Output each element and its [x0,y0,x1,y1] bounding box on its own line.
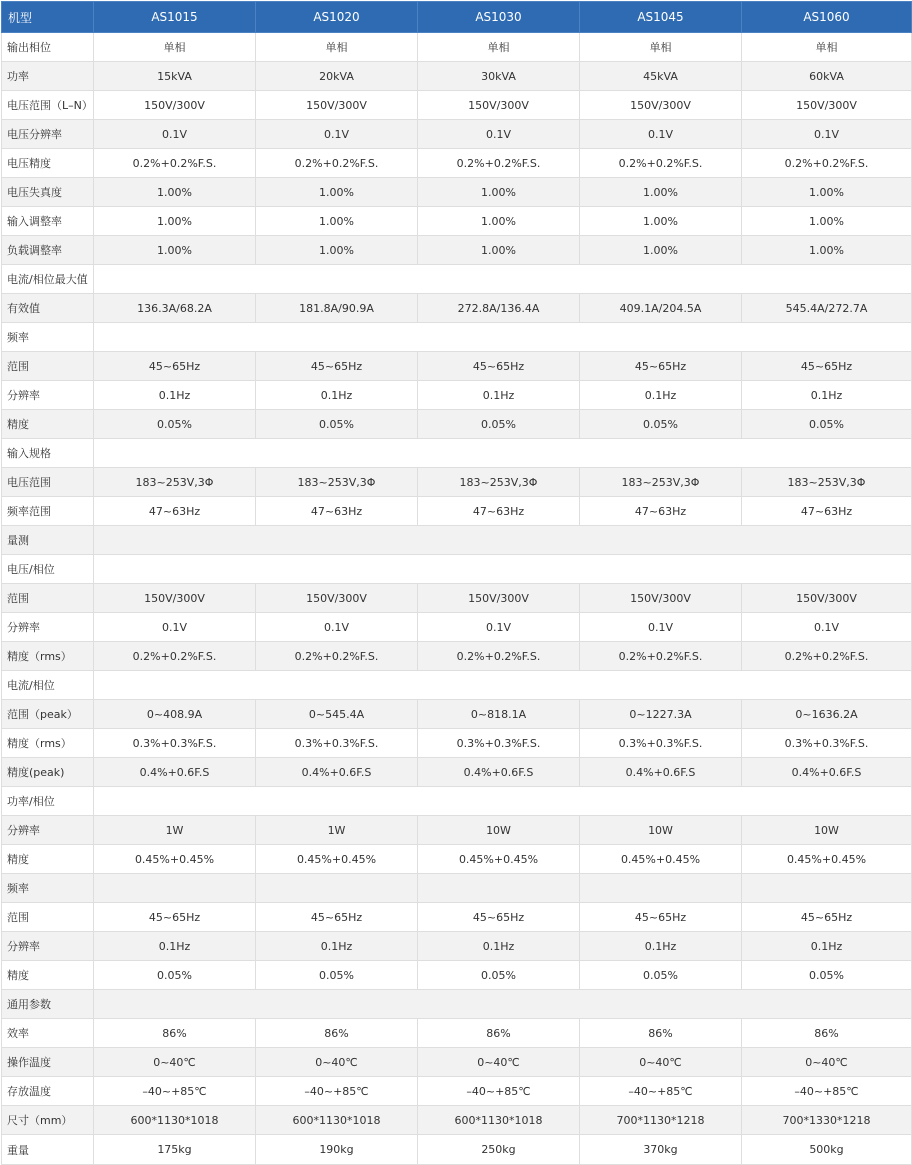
value-cell: 183~253V,3Φ [256,468,418,497]
row-label: 输入规格 [2,439,94,468]
value-cell: 45~65Hz [580,352,742,381]
row-label: 电压/相位 [2,555,94,584]
section-spacer-cell [94,323,912,352]
value-cell: 15kVA [94,62,256,91]
value-cell: 45kVA [580,62,742,91]
value-cell: 45~65Hz [94,903,256,932]
row-label: 量测 [2,526,94,555]
value-cell: 0~40℃ [418,1048,580,1077]
table-row [2,816,912,845]
table-row [2,178,912,207]
row-label: 重量 [2,1135,94,1165]
value-cell: 47~63Hz [742,497,912,526]
value-cell: 190kg [256,1135,418,1165]
value-cell: 150V/300V [742,584,912,613]
value-cell: 1.00% [418,207,580,236]
section-spacer-cell [94,671,912,700]
table-row [2,642,912,671]
spec-table [1,1,912,1165]
section-spacer-cell [94,265,912,294]
value-cell: 0.1Hz [256,381,418,410]
row-label: 频率范围 [2,497,94,526]
section-row [2,671,912,700]
value-cell: 30kVA [418,62,580,91]
row-label: 操作温度 [2,1048,94,1077]
table-row [2,584,912,613]
value-cell: 60kVA [742,62,912,91]
table-row [2,294,912,323]
value-cell: 10W [418,816,580,845]
value-cell: 0.1Hz [418,932,580,961]
row-label: 输入调整率 [2,207,94,236]
value-cell: 0.3%+0.3%F.S. [94,729,256,758]
value-cell: 47~63Hz [580,497,742,526]
value-cell: 1.00% [580,236,742,265]
value-cell: 150V/300V [94,91,256,120]
row-label: 精度(peak) [2,758,94,787]
value-cell: 1.00% [94,178,256,207]
value-cell: 1.00% [256,178,418,207]
value-cell: 1.00% [742,207,912,236]
value-cell: 1.00% [580,178,742,207]
table-row [2,1135,912,1165]
value-cell: 0.2%+0.2%F.S. [418,642,580,671]
value-cell: 600*1130*1018 [256,1106,418,1135]
header-model-as1045: AS1045 [580,2,742,33]
table-row [2,729,912,758]
row-label: 范围（peak） [2,700,94,729]
table-row [2,961,912,990]
value-cell: 47~63Hz [256,497,418,526]
value-cell: 0.05% [256,961,418,990]
value-cell: 0.2%+0.2%F.S. [418,149,580,178]
value-cell: 183~253V,3Φ [580,468,742,497]
value-cell: 0.3%+0.3%F.S. [580,729,742,758]
value-cell: 单相 [742,33,912,62]
section-spacer-cell [94,555,912,584]
value-cell: 86% [580,1019,742,1048]
value-cell: 181.8A/90.9A [256,294,418,323]
row-label: 电压精度 [2,149,94,178]
value-cell: 0.1V [580,120,742,149]
value-cell: 0~408.9A [94,700,256,729]
value-cell: 0.1Hz [580,932,742,961]
table-row [2,120,912,149]
row-label: 频率 [2,874,94,903]
value-cell: 0.1Hz [256,932,418,961]
value-cell: 150V/300V [418,91,580,120]
table-row [2,758,912,787]
row-label: 精度 [2,845,94,874]
section-row [2,265,912,294]
value-cell: 0~40℃ [580,1048,742,1077]
value-cell: 0~545.4A [256,700,418,729]
value-cell: 45~65Hz [256,903,418,932]
value-cell: 1.00% [742,236,912,265]
table-row [2,352,912,381]
header-model-as1020: AS1020 [256,2,418,33]
value-cell: 0.05% [256,410,418,439]
value-cell: 1.00% [256,236,418,265]
row-label: 效率 [2,1019,94,1048]
table-row [2,932,912,961]
value-cell: 0.2%+0.2%F.S. [94,149,256,178]
row-label: 精度 [2,410,94,439]
row-label: 电流/相位最大值 [2,265,94,294]
table-row [2,91,912,120]
table-row [2,207,912,236]
section-row [2,323,912,352]
value-cell: 86% [256,1019,418,1048]
value-cell: 150V/300V [580,91,742,120]
value-cell: 0.1V [580,613,742,642]
value-cell: 250kg [418,1135,580,1165]
row-label: 精度（rms） [2,642,94,671]
value-cell: 47~63Hz [94,497,256,526]
value-cell: 0.1V [418,613,580,642]
value-cell: 0.1V [742,613,912,642]
value-cell: 1W [256,816,418,845]
value-cell: 700*1130*1218 [580,1106,742,1135]
value-cell: 45~65Hz [580,903,742,932]
value-cell: 10W [580,816,742,845]
value-cell: 0.1Hz [418,381,580,410]
value-cell: 0.3%+0.3%F.S. [418,729,580,758]
row-label: 电压范围（L–N） [2,91,94,120]
value-cell: 0.4%+0.6F.S [580,758,742,787]
value-cell: 0.3%+0.3%F.S. [256,729,418,758]
value-cell: 0.05% [580,410,742,439]
table-row [2,845,912,874]
row-label: 分辨率 [2,381,94,410]
value-cell: 1W [94,816,256,845]
value-cell: 0.2%+0.2%F.S. [742,642,912,671]
value-cell: 0.2%+0.2%F.S. [256,642,418,671]
table-row [2,236,912,265]
section-spacer-cell [94,526,912,555]
value-cell: 86% [418,1019,580,1048]
value-cell: 175kg [94,1135,256,1165]
value-cell: 0.4%+0.6F.S [94,758,256,787]
value-cell: 1.00% [742,178,912,207]
header-model-as1015: AS1015 [94,2,256,33]
row-label: 范围 [2,903,94,932]
header-model-as1060: AS1060 [742,2,912,33]
value-cell: 136.3A/68.2A [94,294,256,323]
section-row [2,990,912,1019]
value-cell: 545.4A/272.7A [742,294,912,323]
value-cell: 0.3%+0.3%F.S. [742,729,912,758]
value-cell: –40~+85℃ [256,1077,418,1106]
row-label: 精度 [2,961,94,990]
value-cell: 183~253V,3Φ [418,468,580,497]
value-cell: 0.05% [94,961,256,990]
value-cell: 0.1Hz [94,381,256,410]
value-cell: 20kVA [256,62,418,91]
table-row [2,33,912,62]
value-cell: 单相 [418,33,580,62]
table-row [2,1106,912,1135]
row-label: 分辨率 [2,932,94,961]
value-cell: 45~65Hz [742,352,912,381]
row-label: 电流/相位 [2,671,94,700]
table-row [2,468,912,497]
value-cell: 0.2%+0.2%F.S. [580,642,742,671]
value-cell: 0.1V [256,120,418,149]
value-cell: 150V/300V [256,91,418,120]
section-row [2,439,912,468]
section-row [2,787,912,816]
value-cell: 0.05% [580,961,742,990]
value-cell: 600*1130*1018 [94,1106,256,1135]
value-cell: 1.00% [580,207,742,236]
value-cell: 1.00% [94,207,256,236]
row-label: 范围 [2,352,94,381]
value-cell: 45~65Hz [742,903,912,932]
value-cell: 0~1636.2A [742,700,912,729]
value-cell: 0.4%+0.6F.S [418,758,580,787]
table-row [2,381,912,410]
table-row [2,874,912,903]
value-cell: 1.00% [256,207,418,236]
row-label: 电压范围 [2,468,94,497]
value-cell: 0.1Hz [580,381,742,410]
value-cell: 0.2%+0.2%F.S. [580,149,742,178]
value-cell: 0.45%+0.45% [256,845,418,874]
table-row [2,903,912,932]
value-cell: 0.05% [418,410,580,439]
value-cell: 0.2%+0.2%F.S. [256,149,418,178]
header-model-label: 机型 [2,2,94,33]
value-cell: 0~40℃ [742,1048,912,1077]
value-cell: 0.1Hz [94,932,256,961]
row-label: 通用参数 [2,990,94,1019]
value-cell: 1.00% [418,178,580,207]
section-spacer-cell [94,787,912,816]
table-row [2,1077,912,1106]
value-cell: 0~1227.3A [580,700,742,729]
value-cell: 0.2%+0.2%F.S. [742,149,912,178]
table-header [2,2,912,33]
header-model-as1030: AS1030 [418,2,580,33]
value-cell: 45~65Hz [418,903,580,932]
section-spacer-cell [94,439,912,468]
value-cell: 0~818.1A [418,700,580,729]
value-cell [580,874,742,903]
value-cell: 1.00% [94,236,256,265]
value-cell: 183~253V,3Φ [94,468,256,497]
row-label: 分辨率 [2,613,94,642]
value-cell [418,874,580,903]
row-label: 存放温度 [2,1077,94,1106]
value-cell: 47~63Hz [418,497,580,526]
table-row [2,613,912,642]
table-row [2,700,912,729]
section-row [2,555,912,584]
value-cell: 272.8A/136.4A [418,294,580,323]
row-label: 功率 [2,62,94,91]
value-cell: 0~40℃ [94,1048,256,1077]
value-cell: –40~+85℃ [94,1077,256,1106]
table-row [2,1048,912,1077]
value-cell: 10W [742,816,912,845]
value-cell: 单相 [94,33,256,62]
value-cell: 150V/300V [94,584,256,613]
value-cell: 409.1A/204.5A [580,294,742,323]
value-cell: 0.4%+0.6F.S [742,758,912,787]
value-cell: 150V/300V [580,584,742,613]
section-row [2,526,912,555]
value-cell: 370kg [580,1135,742,1165]
section-spacer-cell [94,990,912,1019]
value-cell: 0.4%+0.6F.S [256,758,418,787]
value-cell [742,874,912,903]
value-cell: 45~65Hz [418,352,580,381]
value-cell: 0.05% [742,961,912,990]
value-cell: 0.1Hz [742,381,912,410]
table-row [2,62,912,91]
table-body [2,33,912,1165]
table-row [2,497,912,526]
value-cell: 86% [94,1019,256,1048]
value-cell: –40~+85℃ [742,1077,912,1106]
value-cell [256,874,418,903]
value-cell: 0.1V [94,613,256,642]
row-label: 电压分辨率 [2,120,94,149]
value-cell: 0.1V [418,120,580,149]
value-cell: 0.2%+0.2%F.S. [94,642,256,671]
value-cell: 0.1V [742,120,912,149]
row-label: 分辨率 [2,816,94,845]
value-cell: 0.1V [94,120,256,149]
value-cell [94,874,256,903]
value-cell: 0~40℃ [256,1048,418,1077]
value-cell: 0.45%+0.45% [742,845,912,874]
table-row [2,410,912,439]
value-cell: 150V/300V [256,584,418,613]
value-cell: 单相 [256,33,418,62]
value-cell: 0.45%+0.45% [580,845,742,874]
row-label: 范围 [2,584,94,613]
value-cell: 0.1Hz [742,932,912,961]
value-cell: –40~+85℃ [580,1077,742,1106]
row-label: 电压失真度 [2,178,94,207]
row-label: 有效值 [2,294,94,323]
value-cell: 0.05% [418,961,580,990]
value-cell: –40~+85℃ [418,1077,580,1106]
value-cell: 单相 [580,33,742,62]
row-label: 精度（rms） [2,729,94,758]
table-row [2,1019,912,1048]
value-cell: 150V/300V [742,91,912,120]
value-cell: 1.00% [418,236,580,265]
table-row [2,149,912,178]
value-cell: 45~65Hz [94,352,256,381]
value-cell: 86% [742,1019,912,1048]
row-label: 功率/相位 [2,787,94,816]
value-cell: 0.05% [742,410,912,439]
value-cell: 600*1130*1018 [418,1106,580,1135]
value-cell: 0.1V [256,613,418,642]
value-cell: 150V/300V [418,584,580,613]
value-cell: 700*1330*1218 [742,1106,912,1135]
value-cell: 183~253V,3Φ [742,468,912,497]
value-cell: 0.05% [94,410,256,439]
row-label: 尺寸（mm） [2,1106,94,1135]
value-cell: 45~65Hz [256,352,418,381]
value-cell: 500kg [742,1135,912,1165]
header-row [2,2,912,33]
row-label: 频率 [2,323,94,352]
value-cell: 0.45%+0.45% [418,845,580,874]
row-label: 输出相位 [2,33,94,62]
row-label: 负载调整率 [2,236,94,265]
value-cell: 0.45%+0.45% [94,845,256,874]
